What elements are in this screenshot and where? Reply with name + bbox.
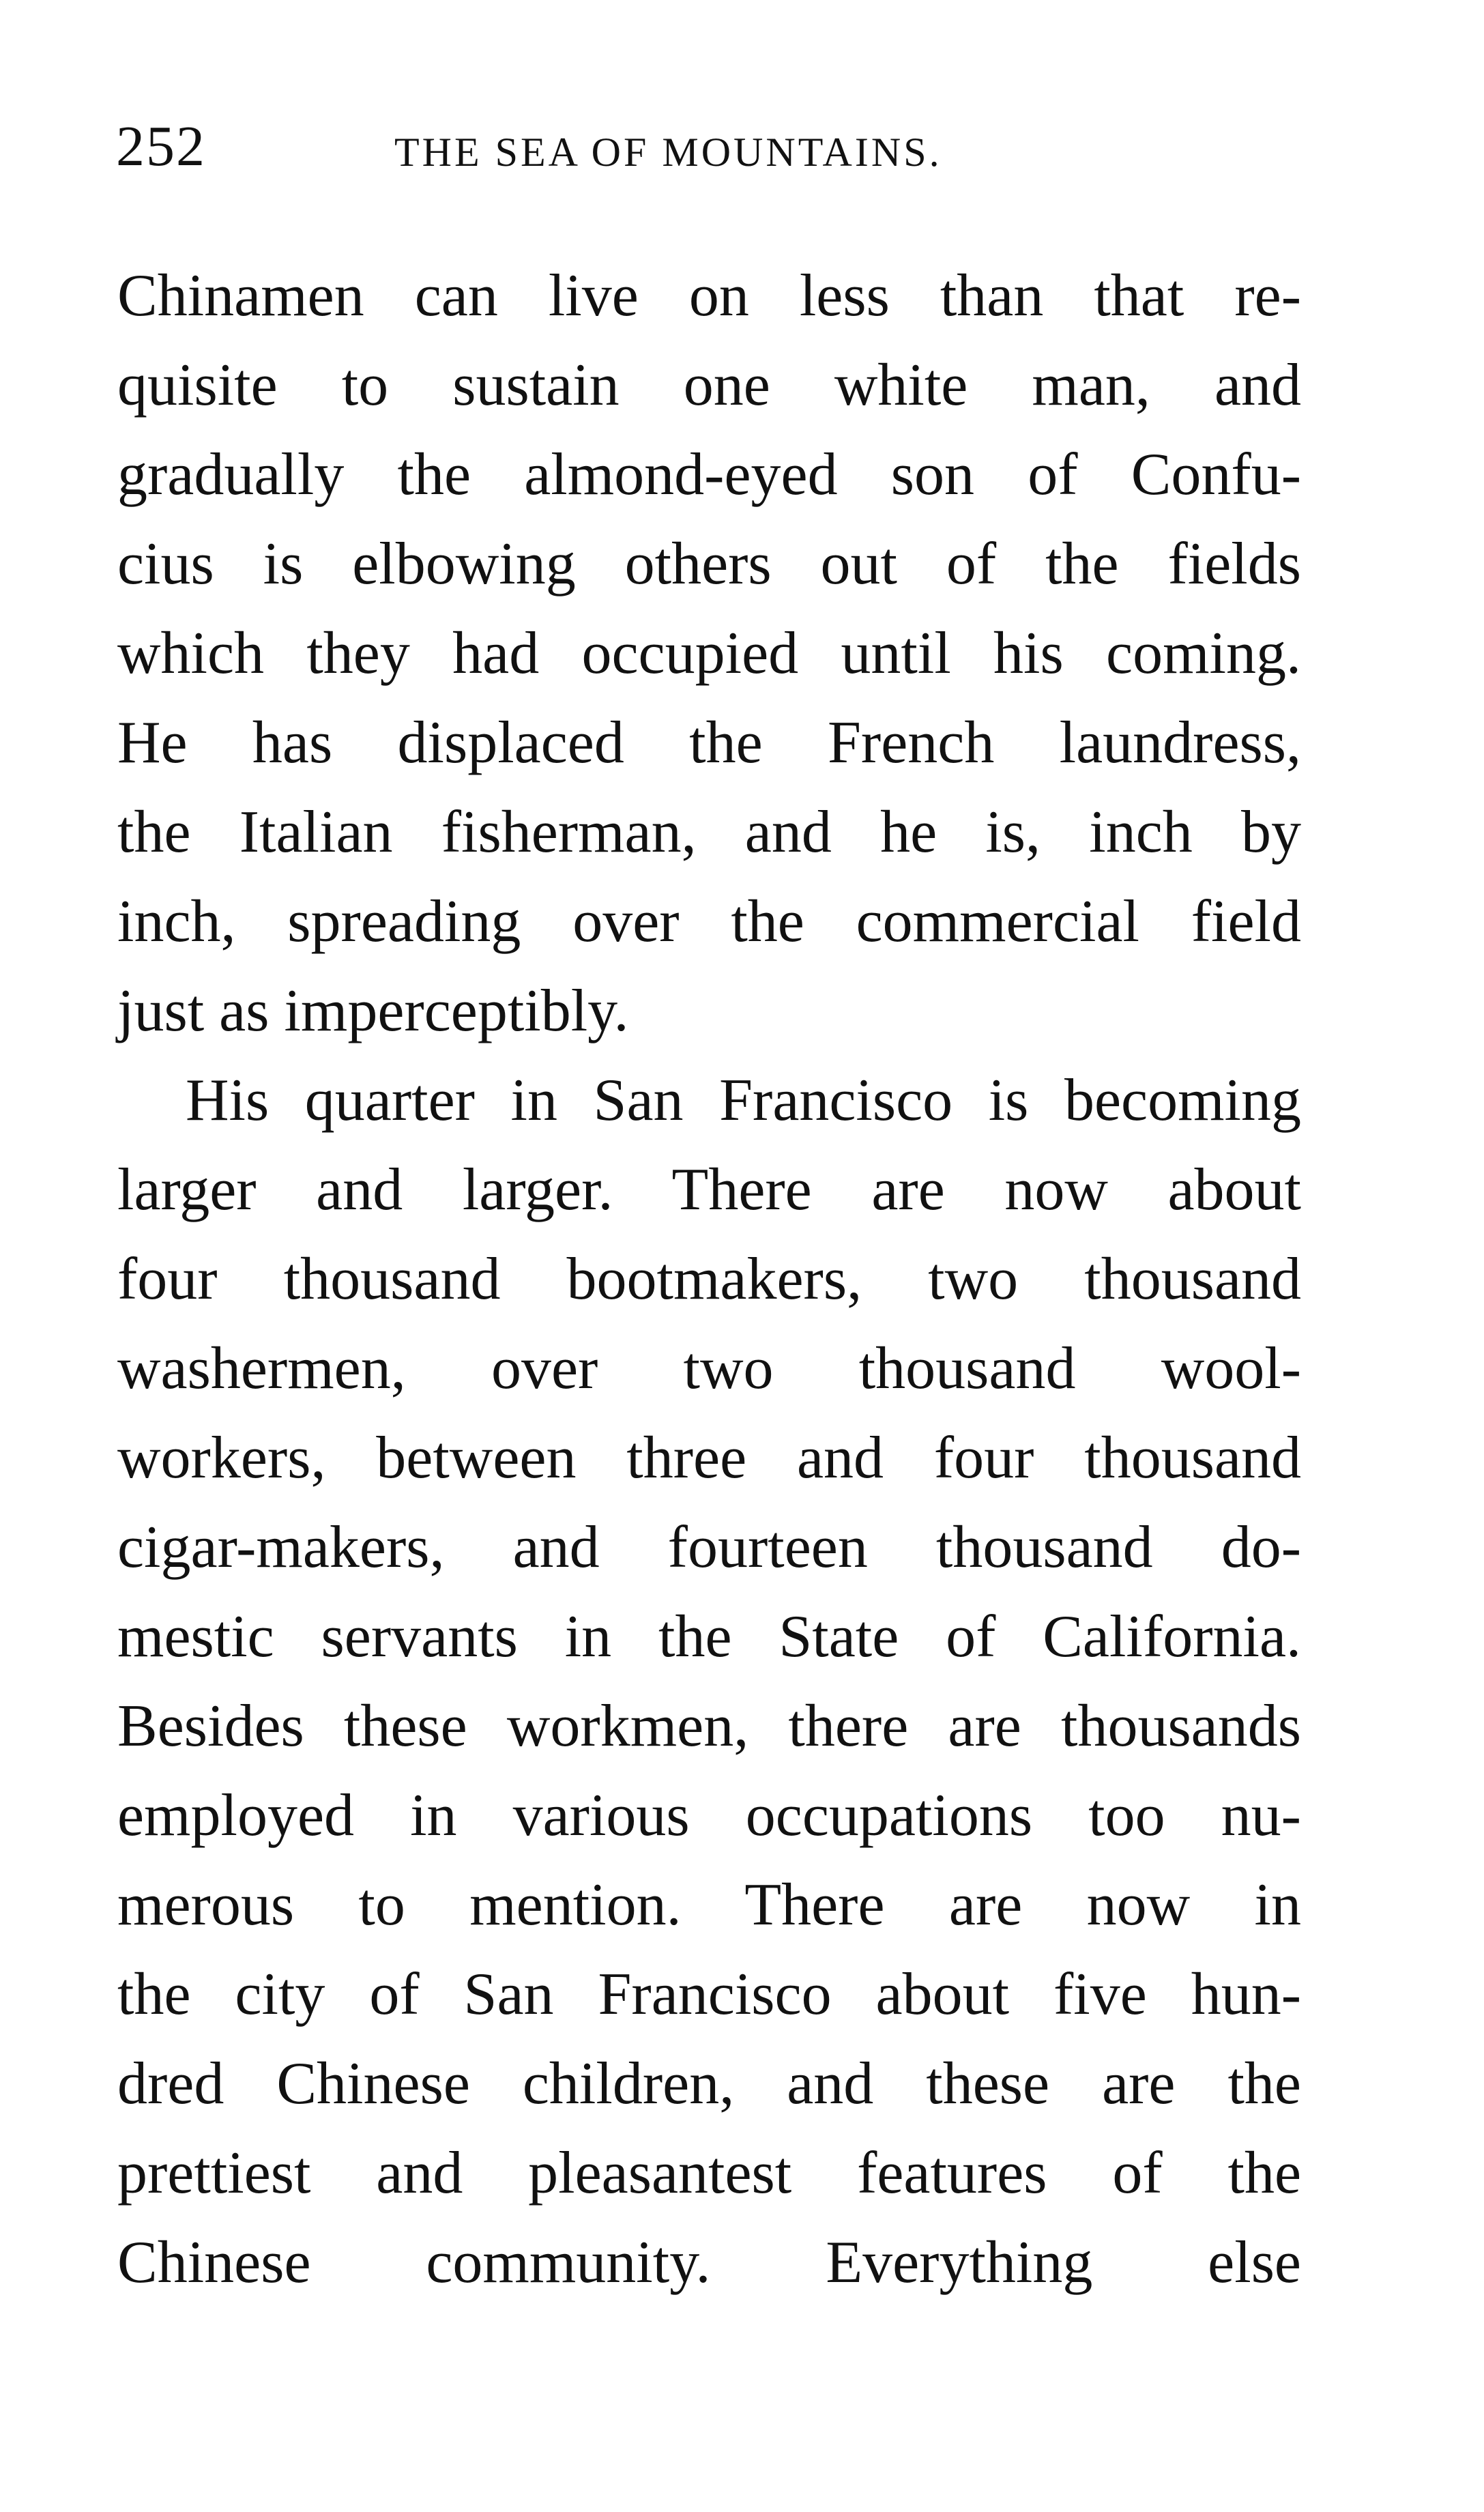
paragraph-first-line: His quarter in San Francisco is becoming bbox=[186, 1067, 1301, 1134]
text-line: employed in various occupations too nu- bbox=[117, 1782, 1301, 1849]
text-line: the Italian fisherman, and he is, inch by bbox=[117, 799, 1301, 865]
text-line: Chinese community. Everything else bbox=[117, 2229, 1301, 2296]
text-line: four thousand bootmakers, two thousand bbox=[117, 1246, 1301, 1312]
text-line: prettiest and pleasantest features of the bbox=[117, 2140, 1301, 2206]
page-number: 252 bbox=[116, 115, 206, 178]
text-line: dred Chinese children, and these are the bbox=[117, 2051, 1301, 2117]
text-line: Chinamen can live on less than that re- bbox=[117, 263, 1301, 329]
text-line: larger and larger. There are now about bbox=[117, 1157, 1301, 1223]
text-line: which they had occupied until his coming. bbox=[117, 620, 1301, 687]
text-line: cius is elbowing others out of the fields bbox=[117, 531, 1301, 597]
paragraph-end-line: just as imperceptibly. bbox=[117, 978, 629, 1044]
body-text bbox=[117, 251, 1301, 2307]
text-line: quisite to sustain one white man, and bbox=[117, 352, 1301, 418]
text-line: washermen, over two thousand wool- bbox=[117, 1336, 1301, 1402]
text-line: merous to mention. There are now in bbox=[117, 1872, 1301, 1938]
text-line: inch, spreading over the commercial field bbox=[117, 889, 1301, 955]
text-line: workers, between three and four thousand bbox=[117, 1425, 1301, 1491]
text-line: the city of San Francisco about five hun- bbox=[117, 1961, 1301, 2027]
text-line: mestic servants in the State of California. bbox=[117, 1604, 1301, 1670]
running-title: THE SEA OF MOUNTAINS. bbox=[394, 130, 942, 175]
text-line: gradually the almond-eyed son of Confu- bbox=[117, 442, 1301, 508]
running-head bbox=[116, 109, 1317, 184]
text-line: He has displaced the French laundress, bbox=[117, 710, 1301, 776]
text-line: cigar-makers, and fourteen thousand do- bbox=[117, 1514, 1301, 1580]
text-line: Besides these workmen, there are thousands bbox=[117, 1693, 1301, 1759]
